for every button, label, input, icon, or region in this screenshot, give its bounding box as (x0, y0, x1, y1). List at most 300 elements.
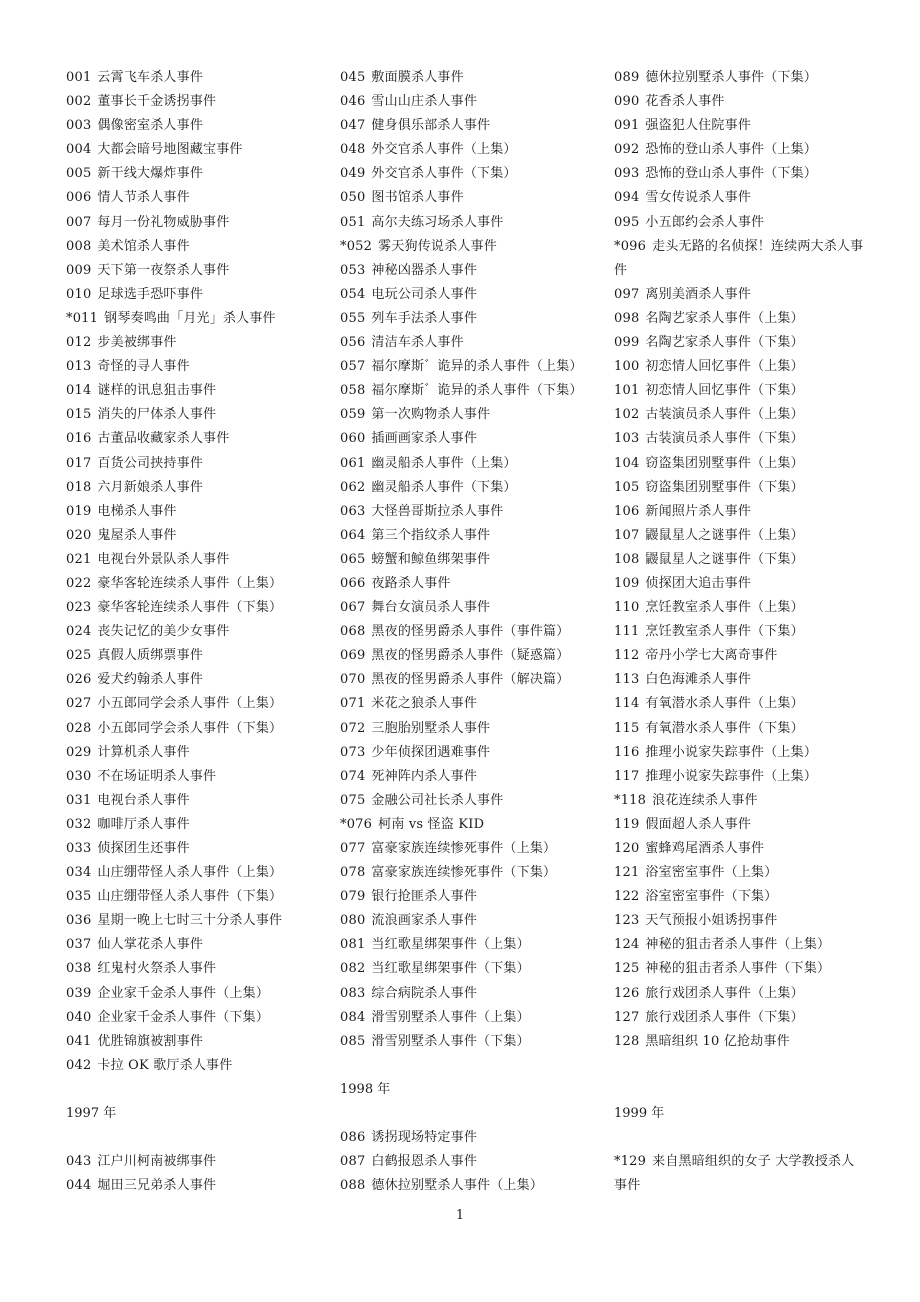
episode-number: 092 (614, 142, 640, 158)
year-heading: 1997 年 (66, 1106, 117, 1122)
episode-entry (614, 186, 884, 210)
episode-number: 016 (66, 431, 92, 447)
episode-title: 鼹鼠星人之谜事件（下集） (645, 551, 804, 567)
episode-entry (66, 379, 336, 403)
episode-entry (66, 1054, 336, 1078)
episode-entry (614, 1006, 884, 1030)
spacer (66, 1126, 336, 1150)
episode-title: 神秘的狙击者杀人事件（上集） (645, 937, 831, 953)
episode-entry (66, 933, 336, 957)
episode-entry (66, 90, 336, 114)
episode-number: 079 (340, 889, 366, 905)
episode-number: 086 (340, 1130, 366, 1146)
episode-title: 恐怖的登山杀人事件（下集） (645, 166, 818, 182)
episode-number: 036 (66, 913, 92, 929)
episode-number: 102 (614, 407, 640, 423)
episode-entry (340, 982, 610, 1006)
episode-title: 名陶艺家杀人事件（下集） (645, 335, 804, 351)
episode-number: 087 (340, 1154, 366, 1170)
episode-entry (66, 476, 336, 500)
episode-number: 048 (340, 142, 366, 158)
episode-title: 健身俱乐部杀人事件 (371, 118, 491, 134)
episode-entry (340, 162, 610, 186)
episode-entry (66, 668, 336, 692)
episode-entry (614, 596, 884, 620)
episode-number: 071 (340, 696, 366, 712)
episode-entry (66, 1174, 336, 1198)
episode-number: 055 (340, 310, 366, 326)
episode-number: 010 (66, 286, 92, 302)
episode-number: 070 (340, 672, 366, 688)
episode-entry (66, 692, 336, 716)
episode-title: 蜜蜂鸡尾酒杀人事件 (645, 841, 765, 856)
episode-number: 075 (340, 792, 366, 808)
episode-title: 米花之狼杀人事件 (371, 696, 478, 712)
episode-number: 101 (614, 383, 640, 399)
episode-number: 105 (614, 479, 640, 495)
episode-number: 012 (66, 335, 92, 351)
episode-entry (614, 861, 884, 885)
episode-title: 窃盗集团别墅事件（上集） (645, 455, 804, 471)
episode-number: 058 (340, 383, 366, 399)
episode-number: 035 (66, 889, 92, 905)
episode-column-2 (340, 66, 610, 1198)
episode-title: 当红歌星绑架事件（下集） (371, 961, 530, 977)
episode-number: 024 (66, 624, 92, 640)
episode-number: *076 (340, 816, 373, 832)
episode-title: 黑夜的怪男爵杀人事件（解决篇） (371, 672, 570, 688)
episode-title: 六月新娘杀人事件 (97, 479, 204, 495)
episode-number: 067 (340, 600, 366, 616)
episode-number: 037 (66, 937, 92, 953)
episode-entry (614, 644, 884, 668)
episode-number: 078 (340, 865, 366, 881)
episode-title: 有氧潜水杀人事件（上集） (645, 696, 804, 712)
episode-title: 浴室密室事件（下集） (645, 889, 778, 905)
episode-number: 025 (66, 648, 92, 664)
episode-number: 112 (614, 648, 640, 664)
episode-title: 新闻照片杀人事件 (645, 503, 752, 519)
episode-number: 126 (614, 985, 640, 1001)
episode-column-3 (614, 66, 884, 1198)
episode-title: 优胜锦旗被割事件 (97, 1033, 204, 1049)
episode-title: 旅行戏团杀人事件（下集） (645, 1009, 804, 1025)
episode-entry (340, 235, 610, 259)
episode-number: 127 (614, 1009, 640, 1025)
episode-number: 060 (340, 431, 366, 447)
episode-entry (340, 476, 610, 500)
episode-number: 124 (614, 937, 640, 953)
episode-title: 不在场证明杀人事件 (97, 768, 217, 784)
episode-entry (66, 885, 336, 909)
episode-number: 108 (614, 551, 640, 567)
episode-title: 电梯杀人事件 (97, 503, 177, 519)
spacer (614, 1054, 884, 1078)
episode-entry (340, 283, 610, 307)
episode-title: 古装演员杀人事件（下集） (645, 431, 804, 447)
episode-title: 强盗犯人住院事件 (645, 118, 752, 134)
episode-entry (66, 331, 336, 355)
episode-entry (340, 813, 610, 837)
episode-entry (340, 500, 610, 524)
episode-title: 爱犬约翰杀人事件 (97, 672, 204, 688)
episode-number: 093 (614, 166, 640, 182)
episode-entry (66, 1150, 336, 1174)
episode-entry (66, 596, 336, 620)
episode-entry (340, 1126, 610, 1150)
episode-title: 天下第一夜祭杀人事件 (97, 262, 230, 278)
episode-number: 038 (66, 961, 92, 977)
episode-entry (66, 307, 336, 331)
episode-title: 百货公司挟持事件 (97, 455, 204, 471)
episode-number: 106 (614, 503, 640, 519)
episode-title: 电玩公司杀人事件 (371, 286, 478, 302)
episode-entry (66, 572, 336, 596)
episode-entry (66, 162, 336, 186)
episode-entry (340, 765, 610, 789)
episode-entry (340, 1006, 610, 1030)
episode-entry (614, 427, 884, 451)
episode-title: 第一次购物杀人事件 (371, 407, 491, 423)
episode-title: 卡拉 OK 歌厅杀人事件 (97, 1057, 233, 1073)
episode-title: 山庄绷带怪人杀人事件（上集） (97, 865, 283, 881)
episode-number: 047 (340, 118, 366, 134)
episode-title: 足球选手恐吓事件 (97, 286, 204, 302)
episode-title: 舞台女演员杀人事件 (371, 600, 491, 616)
episode-entry (66, 524, 336, 548)
episode-title: 电视台外景队杀人事件 (97, 551, 230, 567)
episode-entry (66, 283, 336, 307)
episode-number: 120 (614, 841, 640, 856)
episode-number: *129 (614, 1154, 647, 1170)
episode-number: 082 (340, 961, 366, 977)
episode-entry (340, 331, 610, 355)
episode-title: 烹饪教室杀人事件（下集） (645, 624, 804, 640)
episode-title: 初恋情人回忆事件（上集） (645, 359, 804, 375)
episode-number: 099 (614, 335, 640, 351)
episode-title: 来自黑暗组织的女子 大学教授杀人事件 (614, 1154, 855, 1194)
episode-title: 钢琴奏鸣曲「月光」杀人事件 (104, 310, 276, 326)
episode-entry (340, 885, 610, 909)
episode-entry (614, 982, 884, 1006)
episode-number: 061 (340, 455, 366, 471)
episode-title: 电视台杀人事件 (97, 792, 190, 808)
episode-title: 夜路杀人事件 (371, 575, 451, 591)
episode-entry (614, 572, 884, 596)
episode-entry (340, 403, 610, 427)
episode-title: 红鬼村火祭杀人事件 (97, 961, 217, 977)
episode-number: 003 (66, 118, 92, 134)
episode-title: 谜样的讯息狙击事件 (97, 383, 217, 399)
episode-entry (66, 403, 336, 427)
episode-title: 豪华客轮连续杀人事件（下集） (97, 600, 283, 616)
episode-entry (66, 644, 336, 668)
episode-number: 005 (66, 166, 92, 182)
episode-entry (66, 548, 336, 572)
episode-number: 020 (66, 527, 92, 543)
episode-title: 小五郎约会杀人事件 (645, 214, 765, 230)
episode-title: 假面超人杀人事件 (645, 816, 752, 832)
episode-title: 离别美酒杀人事件 (645, 286, 752, 302)
episode-entry (340, 861, 610, 885)
year-heading: 1998 年 (340, 1081, 391, 1097)
episode-title: 烹饪教室杀人事件（上集） (645, 600, 804, 616)
episode-entry (614, 620, 884, 644)
episode-title: 走头无路的名侦探！连续两大杀人事件 (614, 238, 864, 278)
episode-title: 富豪家族连续惨死事件（下集） (371, 865, 557, 881)
episode-title: 神秘凶器杀人事件 (371, 262, 478, 278)
episode-number: 090 (614, 94, 640, 110)
episode-entry (614, 500, 884, 524)
episode-number: 049 (340, 166, 366, 182)
episode-entry (614, 813, 884, 837)
episode-title: 银行抢匪杀人事件 (371, 889, 478, 905)
episode-entry (340, 741, 610, 765)
episode-entry (340, 1030, 610, 1054)
episode-title: 云霄飞车杀人事件 (97, 70, 204, 85)
episode-entry (66, 837, 336, 861)
episode-title: 堀田三兄弟杀人事件 (97, 1178, 217, 1194)
episode-entry (340, 355, 610, 379)
episode-number: 119 (614, 816, 640, 832)
episode-column-1 (66, 66, 336, 1198)
episode-entry (614, 90, 884, 114)
episode-title: 帝丹小学七大离奇事件 (645, 648, 778, 664)
episode-number: 081 (340, 937, 366, 953)
episode-entry (66, 138, 336, 162)
episode-entry (66, 452, 336, 476)
episode-entry (66, 1006, 336, 1030)
episode-title: 诱拐现场特定事件 (371, 1130, 478, 1146)
episode-number: 045 (340, 70, 366, 85)
episode-number: 044 (66, 1178, 92, 1194)
episode-number: 072 (340, 720, 366, 736)
episode-entry (340, 427, 610, 451)
episode-number: 056 (340, 335, 366, 351)
episode-entry (614, 476, 884, 500)
episode-entry (614, 331, 884, 355)
episode-entry (340, 596, 610, 620)
episode-entry (340, 789, 610, 813)
episode-title: 仙人掌花杀人事件 (97, 937, 204, 953)
episode-entry (614, 909, 884, 933)
episode-title: 旅行戏团杀人事件（上集） (645, 985, 804, 1001)
episode-entry (66, 66, 336, 90)
episode-entry (66, 500, 336, 524)
episode-title: 计算机杀人事件 (97, 744, 190, 760)
episode-title: 雪女传说杀人事件 (645, 190, 752, 206)
episode-entry (614, 162, 884, 186)
episode-entry (340, 644, 610, 668)
episode-entry (614, 1030, 884, 1054)
episode-number: 064 (340, 527, 366, 543)
episode-entry (340, 379, 610, 403)
episode-entry (614, 452, 884, 476)
episode-number: 107 (614, 527, 640, 543)
episode-entry (340, 620, 610, 644)
episode-number: 053 (340, 262, 366, 278)
episode-number: 040 (66, 1009, 92, 1025)
episode-number: 084 (340, 1009, 366, 1025)
episode-entry (614, 138, 884, 162)
episode-entry (340, 933, 610, 957)
episode-entry (614, 765, 884, 789)
episode-title: 滑雪别墅杀人事件（上集） (371, 1009, 530, 1025)
episode-number: 094 (614, 190, 640, 206)
episode-title: 浪花连续杀人事件 (652, 792, 758, 808)
episode-number: 128 (614, 1033, 640, 1049)
episode-title: 德休拉别墅杀人事件（下集） (645, 70, 818, 85)
episode-entry (340, 524, 610, 548)
episode-title: 天气预报小姐诱拐事件 (645, 913, 778, 929)
episode-title: 丧失记忆的美少女事件 (97, 624, 230, 640)
episode-entry (66, 765, 336, 789)
episode-title: 清洁车杀人事件 (371, 335, 464, 351)
episode-number: 004 (66, 142, 92, 158)
episode-title: 名陶艺家杀人事件（上集） (645, 310, 804, 326)
episode-title: 流浪画家杀人事件 (371, 913, 478, 929)
episode-number: 057 (340, 359, 366, 375)
episode-title: 高尔夫练习场杀人事件 (371, 214, 504, 230)
episode-number: 083 (340, 985, 366, 1001)
episode-number: 059 (340, 407, 366, 423)
episode-number: 014 (66, 383, 92, 399)
spacer (614, 1126, 884, 1150)
episode-number: 018 (66, 479, 92, 495)
episode-title: 初恋情人回忆事件（下集） (645, 383, 804, 399)
episode-number: 007 (66, 214, 92, 230)
episode-number: 033 (66, 841, 92, 856)
episode-title: 列车手法杀人事件 (371, 310, 478, 326)
episode-entry (614, 837, 884, 861)
episode-title: 敷面膜杀人事件 (371, 70, 464, 85)
episode-number: 098 (614, 310, 640, 326)
episode-title: 黑夜的怪男爵杀人事件（事件篇） (371, 624, 570, 640)
episode-entry (614, 235, 864, 283)
episode-title: 金融公司社长杀人事件 (371, 792, 504, 808)
episode-number: 123 (614, 913, 640, 929)
episode-title: 咖啡厅杀人事件 (97, 816, 190, 832)
episode-entry (66, 909, 336, 933)
episode-entry (340, 186, 610, 210)
episode-number: 002 (66, 94, 92, 110)
episode-title: 图书馆杀人事件 (371, 190, 464, 206)
episode-title: 神秘的狙击者杀人事件（下集） (645, 961, 831, 977)
episode-number: 017 (66, 455, 92, 471)
episode-title: 第三个指纹杀人事件 (371, 527, 491, 543)
episode-number: 001 (66, 70, 92, 85)
episode-number: 021 (66, 551, 92, 567)
episode-number: *052 (340, 238, 373, 254)
episode-entry (340, 90, 610, 114)
episode-entry (614, 668, 884, 692)
episode-title: 恐怖的登山杀人事件（上集） (645, 142, 818, 158)
episode-entry (66, 861, 336, 885)
episode-entry (340, 957, 610, 981)
episode-number: 104 (614, 455, 640, 471)
episode-title: 螃蟹和鲸鱼绑架事件 (371, 551, 491, 567)
episode-entry (614, 379, 884, 403)
episode-entry (614, 211, 884, 235)
episode-entry (66, 211, 336, 235)
year-heading: 1999 年 (614, 1106, 665, 1122)
episode-title: 企业家千金杀人事件（下集） (97, 1009, 270, 1025)
episode-number: 032 (66, 816, 92, 832)
episode-title: 插画画家杀人事件 (371, 431, 478, 447)
episode-number: *011 (66, 310, 99, 326)
episode-number: 034 (66, 865, 92, 881)
episode-entry (66, 114, 336, 138)
episode-title: 企业家千金杀人事件（上集） (97, 985, 270, 1001)
episode-entry (340, 1150, 610, 1174)
episode-title: 偶像密室杀人事件 (97, 118, 204, 134)
episode-entry (66, 355, 336, 379)
episode-entry (340, 452, 610, 476)
episode-number: 026 (66, 672, 92, 688)
episode-entry (614, 1150, 864, 1198)
episode-title: 福尔摩斯゛诡异的杀人事件（上集） (371, 359, 583, 375)
episode-entry (614, 307, 884, 331)
episode-title: 步美被绑事件 (97, 335, 177, 351)
episode-title: 三胞胎别墅杀人事件 (371, 720, 491, 736)
episode-entry (614, 524, 884, 548)
episode-title: 江户川柯南被绑事件 (97, 1154, 217, 1170)
episode-entry (340, 548, 610, 572)
episode-title: 推理小说家失踪事件（上集） (645, 768, 818, 784)
episode-number: 023 (66, 600, 92, 616)
episode-number: 115 (614, 720, 640, 736)
episode-title: 新干线大爆炸事件 (97, 166, 204, 182)
episode-number: 027 (66, 696, 92, 712)
episode-entry (66, 741, 336, 765)
episode-number: 063 (340, 503, 366, 519)
episode-title: 幽灵船杀人事件（下集） (371, 479, 517, 495)
episode-entry (614, 355, 884, 379)
episode-title: 窃盗集团别墅事件（下集） (645, 479, 804, 495)
episode-number: 103 (614, 431, 640, 447)
episode-number: 114 (614, 696, 640, 712)
episode-number: 039 (66, 985, 92, 1001)
episode-number: 097 (614, 286, 640, 302)
episode-number: 008 (66, 238, 92, 254)
episode-number: 125 (614, 961, 640, 977)
episode-entry (614, 114, 884, 138)
episode-title: 福尔摩斯゛诡异的杀人事件（下集） (371, 383, 583, 399)
episode-number: 091 (614, 118, 640, 134)
episode-title: 黑暗组织 10 亿抢劫事件 (645, 1033, 790, 1049)
episode-entry (66, 1030, 336, 1054)
episode-number: 054 (340, 286, 366, 302)
episode-number: *096 (614, 238, 647, 254)
episode-number: *118 (614, 792, 647, 808)
episode-number: 028 (66, 720, 92, 736)
episode-title: 白色海滩杀人事件 (645, 672, 752, 688)
episode-number: 046 (340, 94, 366, 110)
episode-number: 069 (340, 648, 366, 664)
episode-entry (614, 403, 884, 427)
episode-number: 065 (340, 551, 366, 567)
episode-entry (614, 957, 884, 981)
episode-entry (340, 259, 610, 283)
episode-number: 100 (614, 359, 640, 375)
episode-number: 074 (340, 768, 366, 784)
episode-title: 滑雪别墅杀人事件（下集） (371, 1033, 530, 1049)
episode-number: 066 (340, 575, 366, 591)
episode-number: 085 (340, 1033, 366, 1049)
episode-number: 121 (614, 865, 640, 881)
episode-title: 侦探团生还事件 (97, 841, 190, 856)
episode-title: 鬼屋杀人事件 (97, 527, 177, 543)
